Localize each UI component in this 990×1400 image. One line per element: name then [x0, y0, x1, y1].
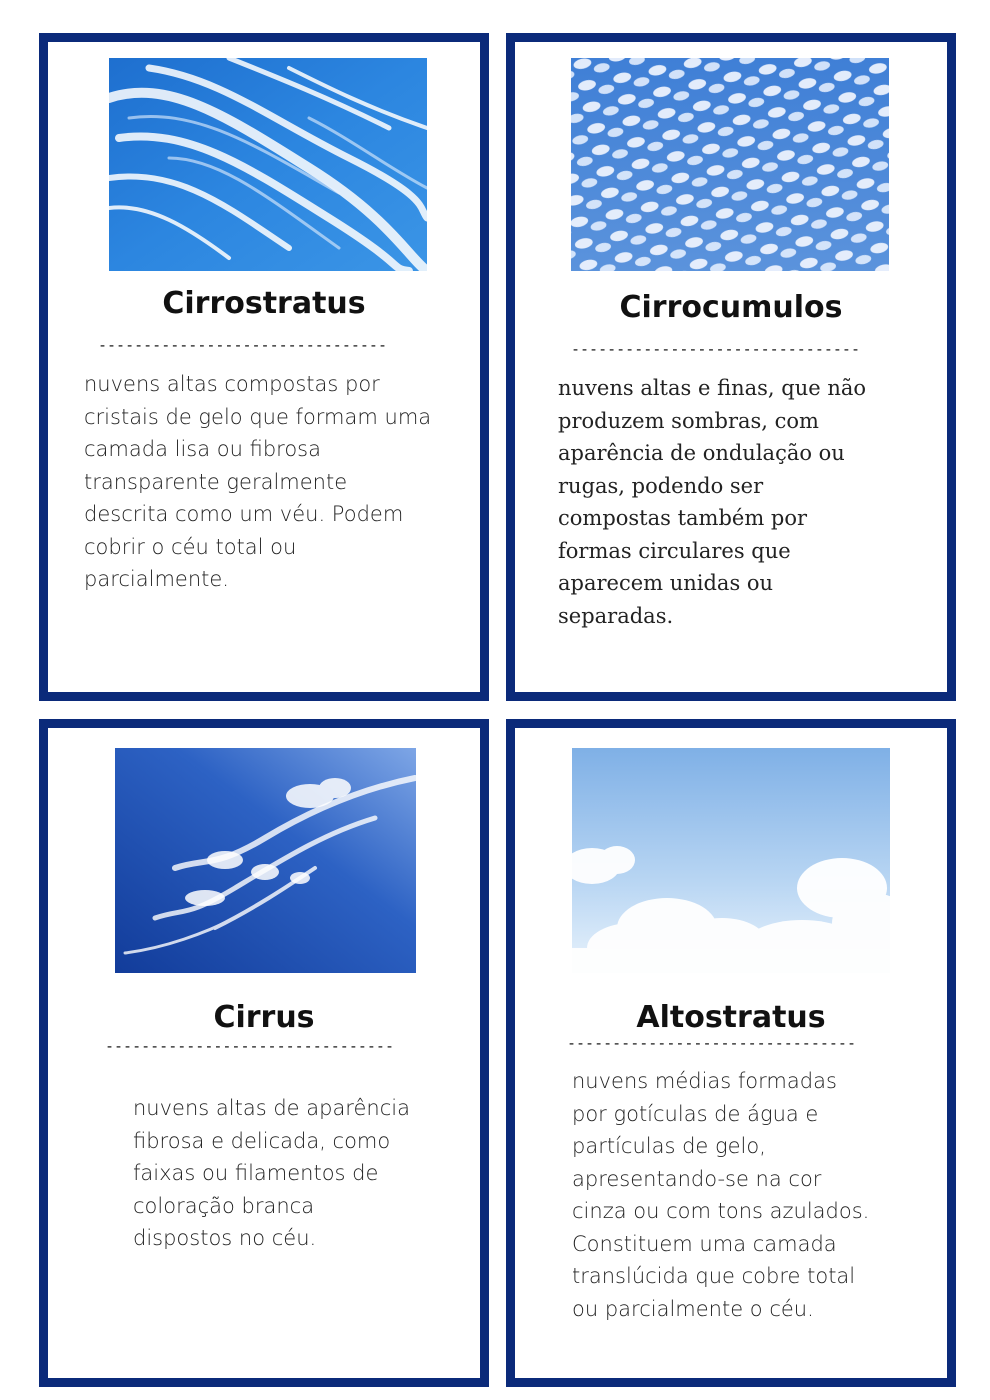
cirrocumulus-sky-photo [571, 58, 889, 271]
card-title: Cirrocumulos [619, 290, 843, 325]
altostratus-sky-photo [572, 748, 890, 973]
title-divider: -------------------------------- [98, 336, 387, 354]
cloud-card-altostratus [506, 719, 956, 1387]
cirrus-sky-photo [115, 748, 416, 973]
card-description: nuvens altas compostas por cristais de gelo que formam uma camada lisa ou fibrosa transparente geralmente descrita como um véu. Podem cobrir o céu total ou parcialmente. [84, 372, 432, 591]
card-description: nuvens altas de aparência fibrosa e delicada, como faixas ou filamentos de coloração branca dispostos no céu. [133, 1096, 410, 1250]
card-title: Cirrus [213, 1000, 315, 1035]
card-description: nuvens médias formadas por gotículas de água e partículas de gelo, apresentando-se na cor cinza ou com tons azulados. Constituem uma camada translúcida que cobre total ou parcialmente o céu. [572, 1069, 870, 1321]
cloud-card-cirrus [39, 719, 489, 1387]
card-title: Altostratus [636, 1000, 826, 1035]
title-divider: -------------------------------- [571, 340, 860, 358]
title-divider: -------------------------------- [567, 1034, 856, 1052]
card-title: Cirrostratus [162, 286, 366, 321]
title-divider: -------------------------------- [105, 1037, 394, 1055]
card-description: nuvens altas e finas, que não produzem sombras, com aparência de ondulação ou rugas, podendo ser compostas também por formas circulares que aparecem unidas ou separadas. [558, 376, 867, 628]
cirrostratus-sky-photo [109, 58, 427, 271]
cloud-card-cirrostratus [39, 33, 489, 701]
cloud-card-cirrocumulos [506, 33, 956, 701]
